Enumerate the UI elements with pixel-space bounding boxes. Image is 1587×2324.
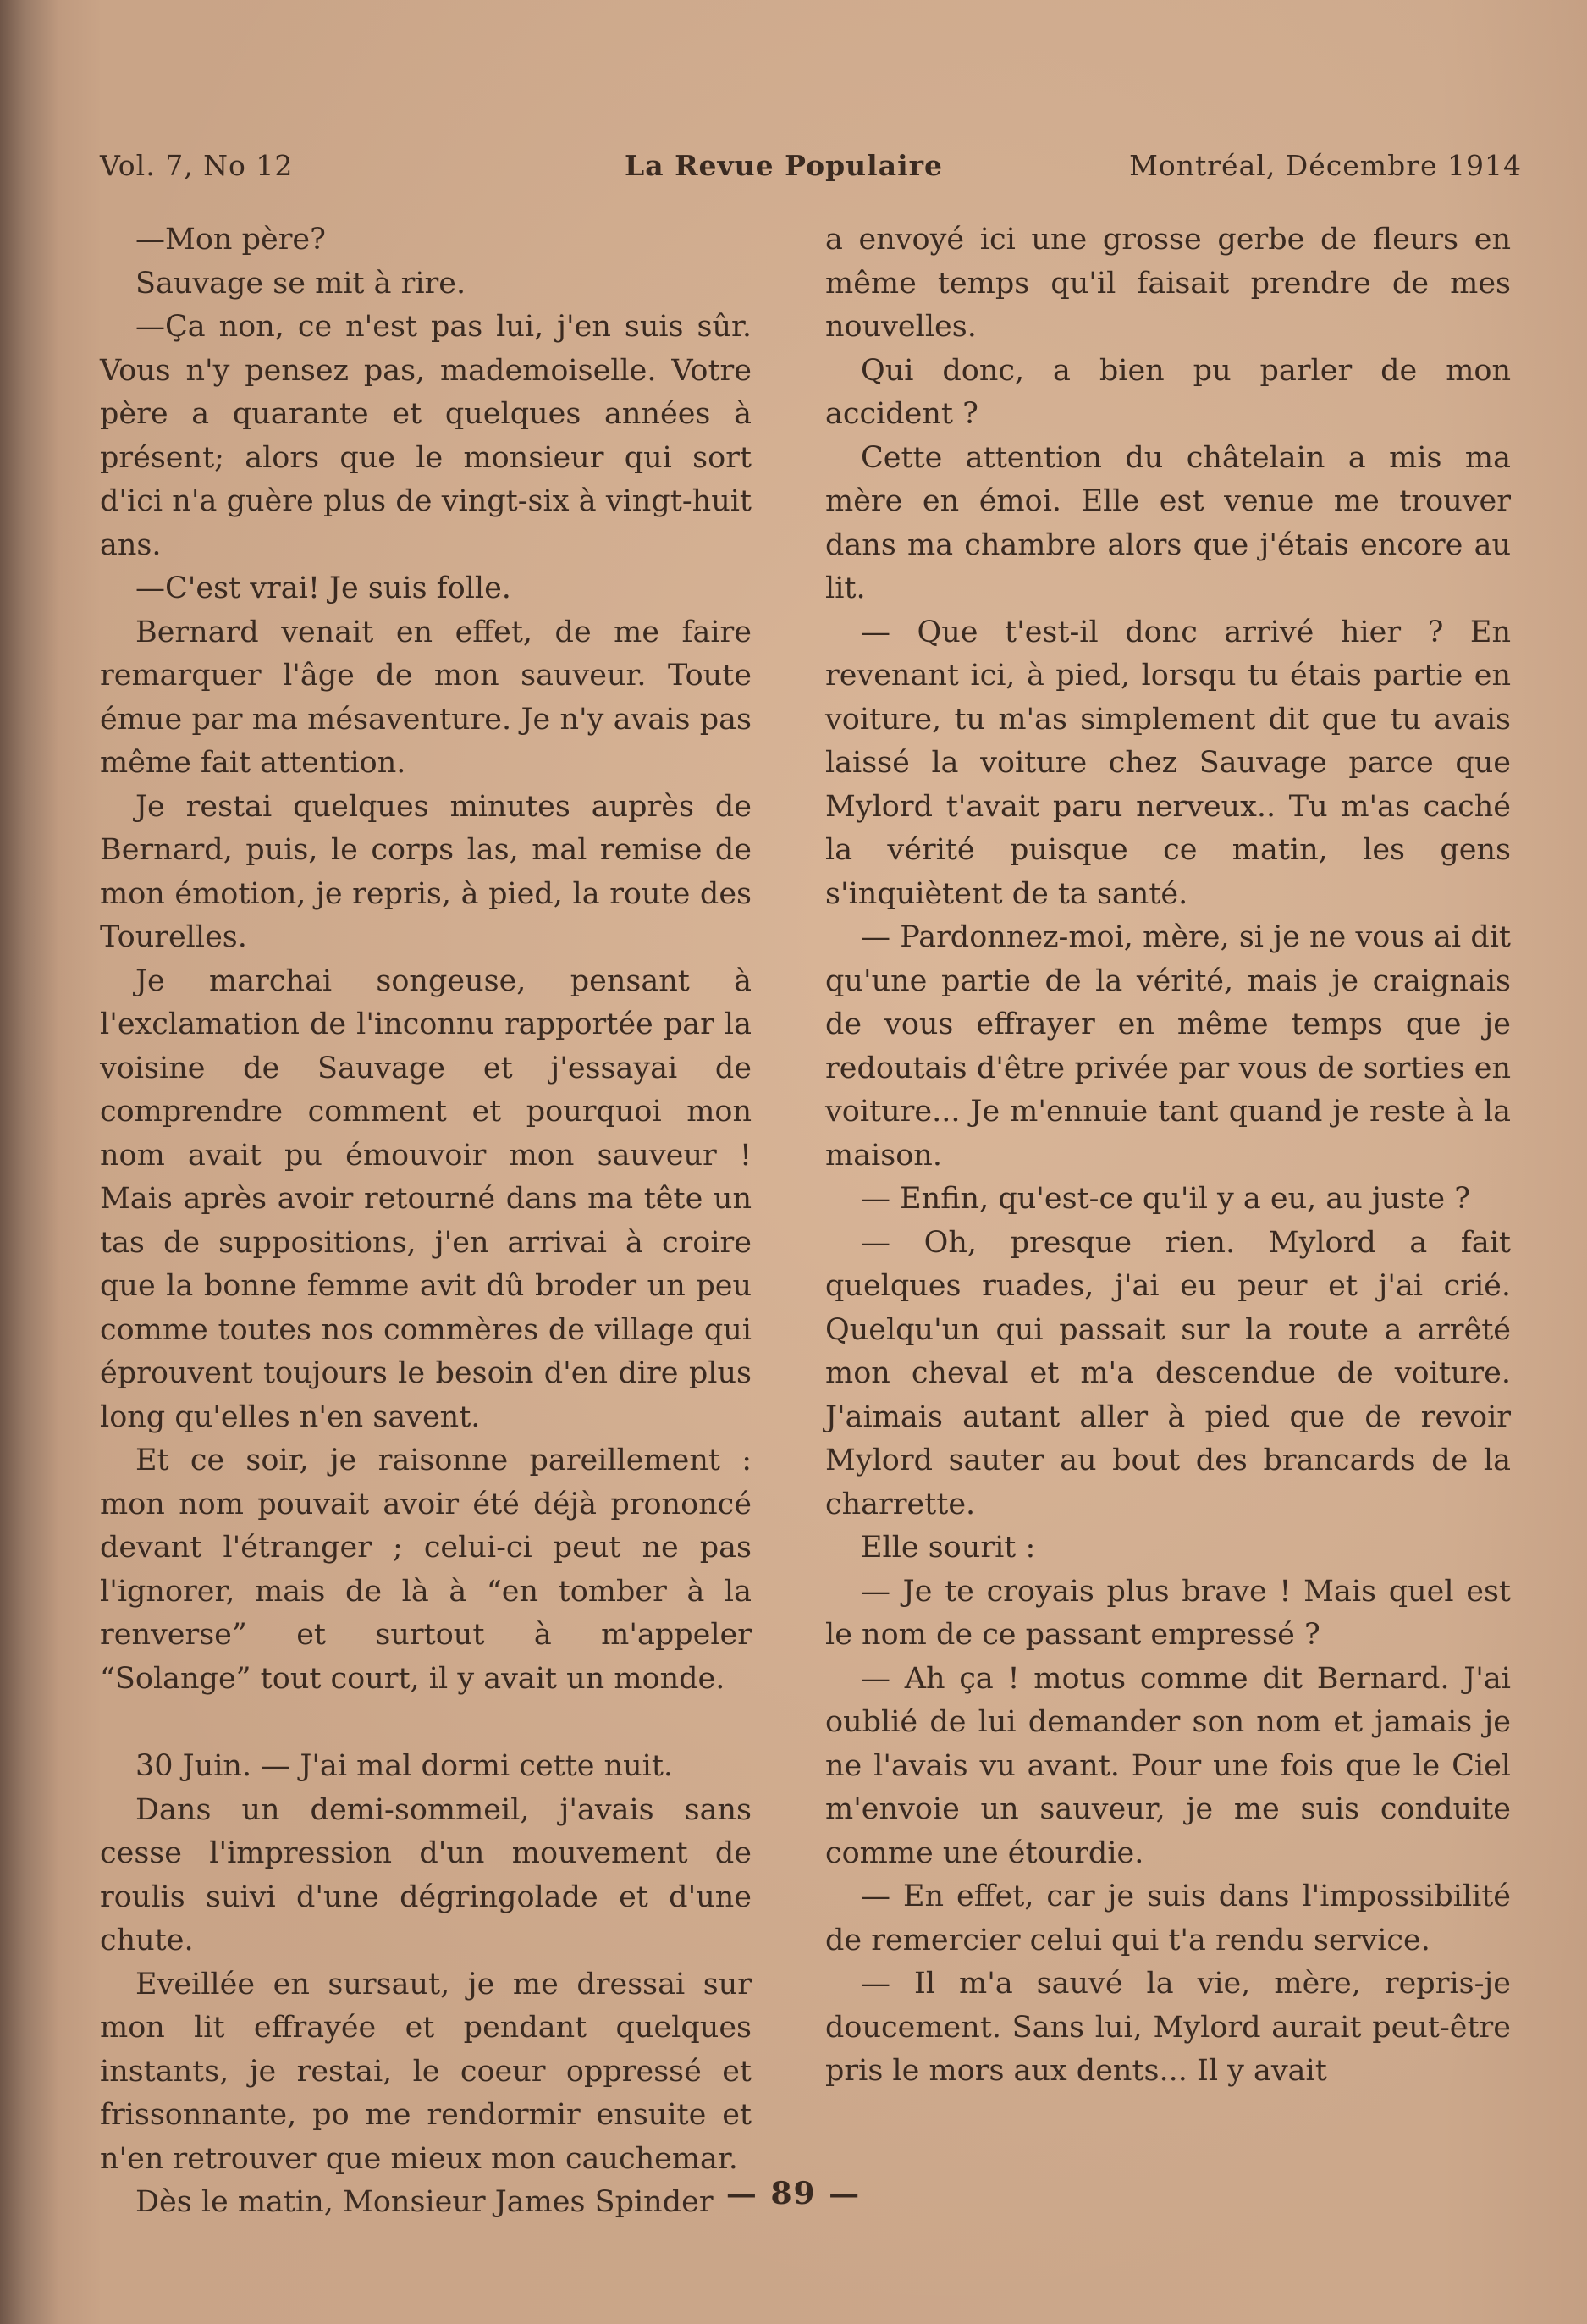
right-column [825,218,1511,2094]
paragraph: Je restai quelques minutes auprès de Bernard, puis, le corps las, mal remise de mon émotion, je repris, à pied, la route des Tourelles. [100,789,752,954]
paragraph: —Mon père? [135,223,326,257]
paragraph: —C'est vrai! Je suis folle. [135,571,511,605]
paragraph: a envoyé ici une grosse gerbe de fleurs en même temps qu'il faisait prendre de mes nouvelles. [825,223,1511,344]
paragraph: Et ce soir, je raisonne pareillement : mon nom pouvait avoir été déjà prononcé devant l'étranger ; celui-ci peut ne pas l'ignorer, mais de là à “en tomber à la renverse” et surtout à m'appeler “Solange” tout court, il y avait un monde. [100,1444,752,1696]
paragraph: — Que t'est-il donc arrivé hier ? En revenant ici, à pied, lorsqu tu étais partie en voiture, tu m'as simplement dit que tu avais laissé la voiture chez Sauvage parce que Mylord t'avait paru nerveux.. Tu m'as caché la vérité puisque ce matin, les gens s'inquiètent de ta santé. [825,615,1511,911]
paragraph: — En effet, car je suis dans l'impossibilité de remercier celui qui t'a rendu service. [825,1880,1511,1957]
journal-title: La Revue Populaire [625,149,943,182]
diary-date-paragraph: 30 Juin. — J'ai mal dormi cette nuit. [135,1749,674,1783]
paragraph: Sauvage se mit à rire. [135,266,466,301]
paragraph: Bernard venait en effet, de me faire remarquer l'âge de mon sauveur. Toute émue par ma mésaventure. Je n'y avais pas même fait attention. [100,615,752,780]
paragraph: Qui donc, a bien pu parler de mon accident ? [825,353,1511,431]
paragraph: Dès le matin, Monsieur James Spinder [135,2185,714,2219]
paragraph: — Pardonnez-moi, mère, si je ne vous ai dit qu'une partie de la vérité, mais je craignais de vous effrayer en même temps que je redoutais d'être privée par vous de sorties en voiture... Je m'ennuie tant quand je reste à la maison. [825,920,1511,1173]
left-column [100,218,752,2225]
running-header [100,149,1522,186]
paragraph: — Oh, presque rien. Mylord a fait quelques ruades, j'ai eu peur et j'ai crié. Quelqu'un qui passait sur la route a arrêté mon cheval et m'a descendue de voiture. J'aimais autant aller à pied que de revoir Mylord sauter au bout des brancards de la charrette. [825,1225,1511,1521]
paragraph: —Ça non, ce n'est pas lui, j'en suis sûr. Vous n'y pensez pas, mademoiselle. Votre père a quarante et quelques années à présent; alors que le monsieur qui sort d'ici n'a guère plus de vingt-six à vingt-huit ans. [100,310,752,562]
page-number: — 89 — [725,2176,862,2211]
paragraph: — Il m'a sauvé la vie, mère, repris-je doucement. Sans lui, Mylord aurait peut-être pris le mors aux dents... Il y avait [825,1967,1511,2088]
volume-number: Vol. 7, No 12 [100,149,294,182]
paragraph: — Je te croyais plus brave ! Mais quel est le nom de ce passant empressé ? [825,1574,1511,1652]
paragraph: — Ah ça ! motus comme dit Bernard. J'ai oublié de lui demander son nom et jamais je ne l'avais vu avant. Pour une fois que le Ciel m'envoie un sauveur, je me suis conduite comme une étourdie. [825,1661,1511,1870]
place-date: Montréal, Décembre 1914 [1129,149,1522,182]
paragraph: — Enfin, qu'est-ce qu'il y a eu, au juste ? [861,1182,1470,1216]
paragraph: Je marchai songeuse, pensant à l'exclamation de l'inconnu rapportée par la voisine de Sauvage et j'essayai de comprendre comment et pourquoi mon nom avait pu émouvoir mon sauveur ! Mais après avoir retourné dans ma tête un tas de suppositions, j'en arrivai à croire que la bonne femme avit dû broder un peu comme toutes nos commères de village qui éprouvent toujours le besoin d'en dire plus long qu'elles n'en savent. [100,963,752,1434]
paragraph: Eveillée en sursaut, je me dressai sur mon lit effrayée et pendant quelques instants, je restai, le coeur oppressé et frissonnante, po me rendormir ensuite et n'en retrouver que mieux mon cauchemar. [100,1967,752,2176]
paragraph: Dans un demi-sommeil, j'avais sans cesse l'impression d'un mouvement de roulis suivi d'une dégringolade et d'une chute. [100,1792,752,1957]
paragraph: Cette attention du châtelain a mis ma mère en émoi. Elle est venue me trouver dans ma chambre alors que j'étais encore au lit. [825,440,1511,605]
paragraph: Elle sourit : [861,1531,1036,1565]
